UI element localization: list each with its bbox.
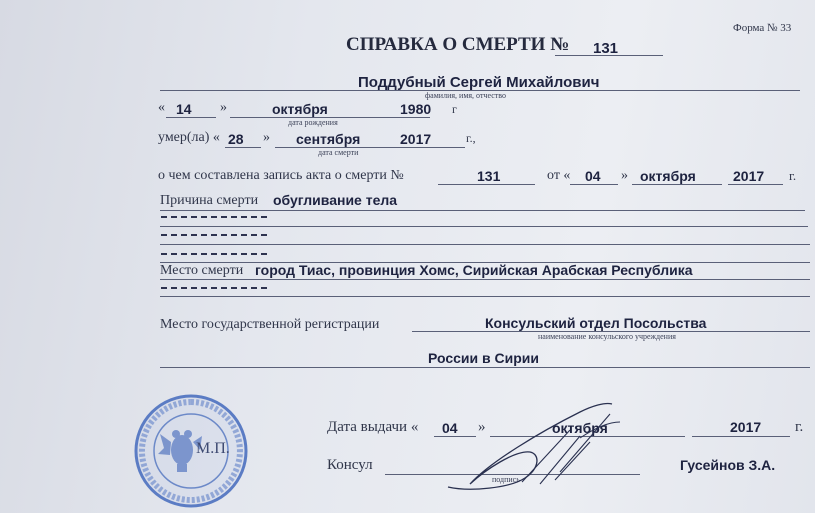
- birth-month: октября: [272, 101, 328, 117]
- birth-year-suffix: г: [452, 102, 457, 116]
- consul-label: Консул: [327, 457, 373, 473]
- place-of-death-label: Место смерти: [160, 263, 244, 278]
- issue-year: 2017: [730, 419, 762, 435]
- registration-value-line2: России в Сирии: [428, 350, 540, 366]
- birth-quote-open: «: [158, 100, 165, 115]
- issue-label: Дата выдачи «: [327, 419, 419, 435]
- consul-signature: [430, 392, 640, 502]
- cause-label: Причина смерти: [160, 193, 259, 208]
- registration-label: Место государственной регистрации: [160, 317, 380, 332]
- registration-caption: наименование консульского учреждения: [538, 332, 676, 341]
- page-title: СПРАВКА О СМЕРТИ №: [346, 34, 570, 55]
- record-year-suffix: г.: [789, 168, 797, 183]
- signature-caption: подпись: [492, 475, 520, 484]
- issue-day: 04: [442, 420, 458, 436]
- stamp-mp-label: М.П.: [196, 440, 230, 457]
- full-name-caption: фамилия, имя, отчество: [425, 91, 506, 100]
- issue-quote-close: »: [478, 419, 486, 435]
- issue-month: октября: [552, 420, 608, 436]
- death-year: 2017: [400, 131, 432, 147]
- death-prefix: умер(ла) «: [158, 130, 220, 145]
- death-month: сентября: [296, 131, 361, 147]
- record-day: 04: [585, 168, 601, 184]
- place-of-death-value: город Тиас, провинция Хомс, Сирийская Арабская Республика: [255, 262, 693, 278]
- issue-year-suffix: г.: [795, 419, 804, 435]
- registration-value-line1: Консульский отдел Посольства: [485, 315, 707, 331]
- death-quote-close: »: [263, 130, 270, 145]
- birth-day: 14: [176, 101, 192, 117]
- record-text: о чем составлена запись акта о смерти №: [158, 168, 404, 183]
- record-year: 2017: [733, 168, 765, 184]
- birth-caption: дата рождения: [288, 118, 338, 127]
- certificate-number: 131: [593, 40, 619, 57]
- full-name: Поддубный Сергей Михайлович: [358, 74, 600, 91]
- record-number: 131: [477, 168, 501, 184]
- official-stamp: [132, 392, 250, 510]
- record-from: от «: [547, 168, 571, 183]
- death-caption: дата смерти: [318, 148, 359, 157]
- record-month: октября: [640, 168, 696, 184]
- form-number: Форма № 33: [733, 22, 792, 34]
- death-day: 28: [228, 131, 244, 147]
- birth-year: 1980: [400, 101, 432, 117]
- birth-quote-close: »: [220, 100, 227, 115]
- death-year-suffix: г.,: [466, 131, 476, 145]
- cause-value: обугливание тела: [273, 192, 398, 208]
- record-quote-close: »: [621, 168, 628, 183]
- consul-name: Гусейнов З.А.: [680, 457, 776, 473]
